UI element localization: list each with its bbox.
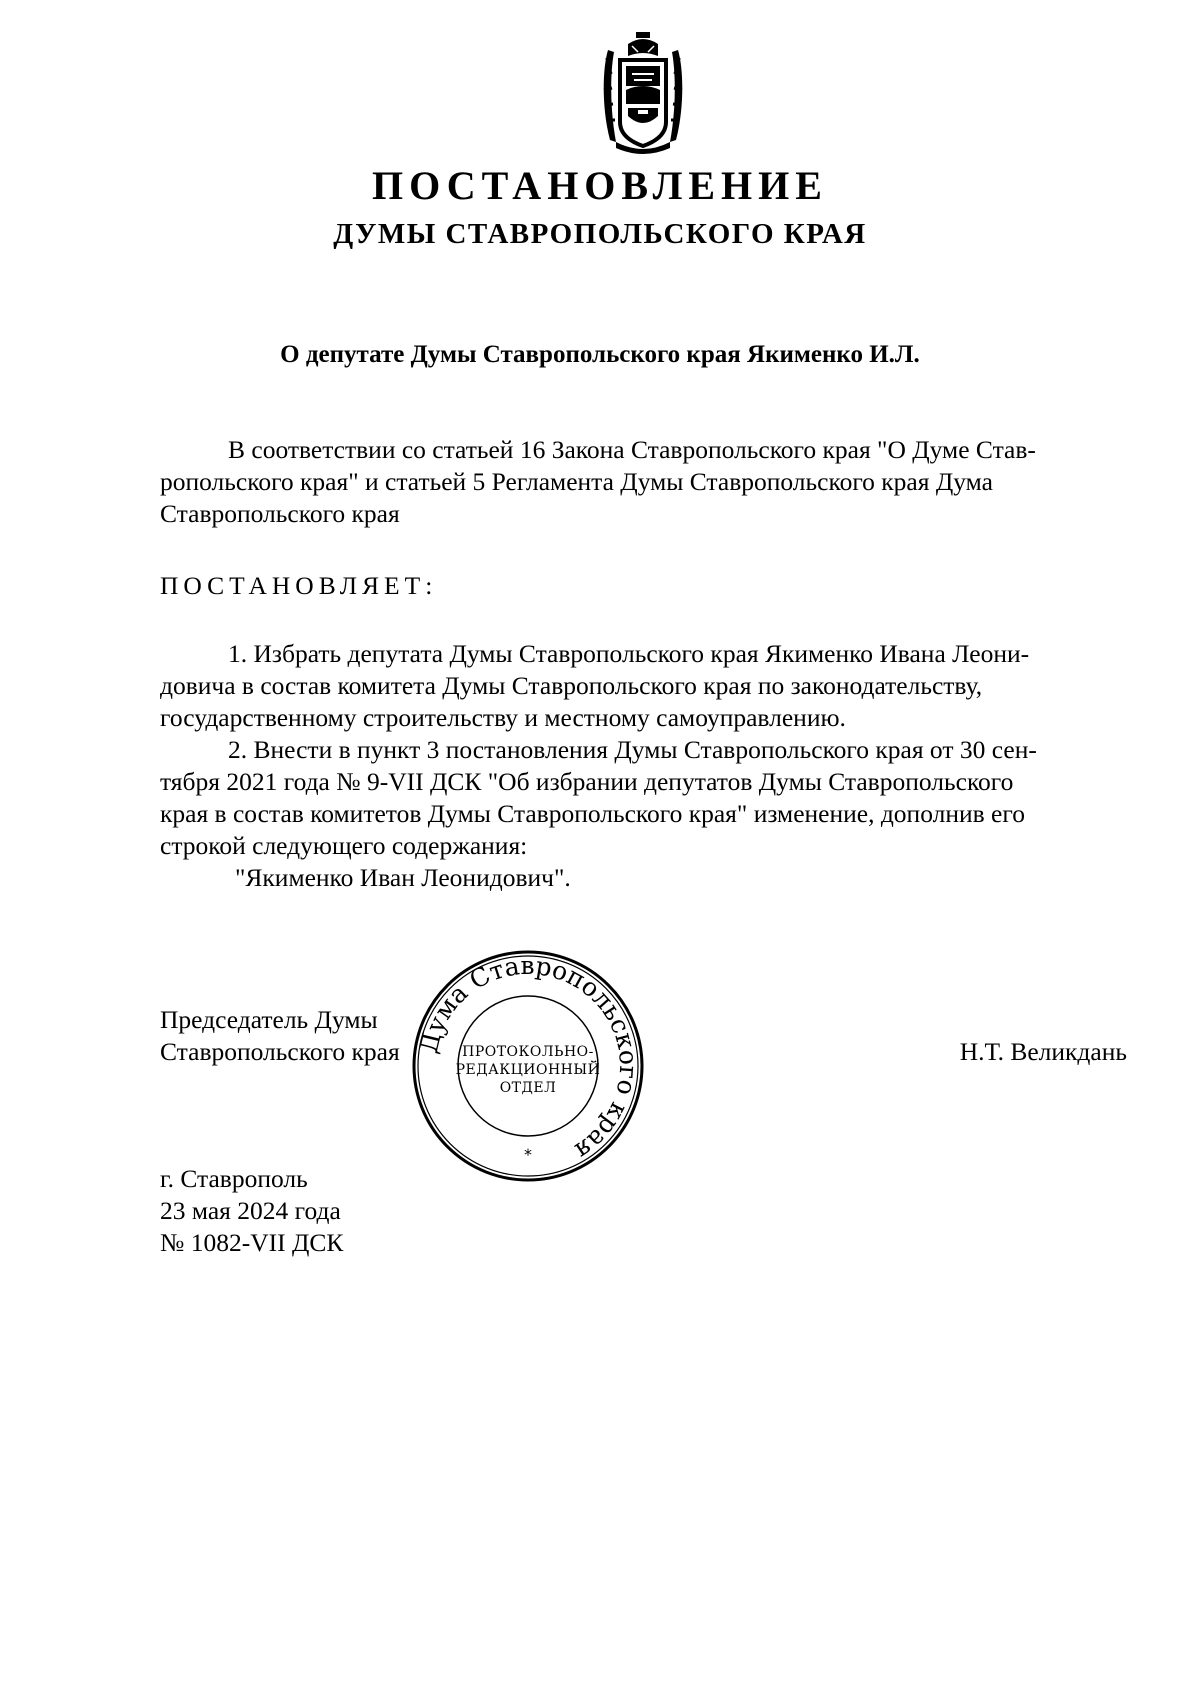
- preamble-line: ропольского края" и статьей 5 Регламента Думы Ставропольского края Дума: [160, 467, 993, 496]
- item-line: 1. Избрать депутата Думы Ставропольского края Якименко Ивана Леони-: [228, 639, 1030, 668]
- signer-position-line: Председатель Думы: [160, 1005, 378, 1034]
- star-icon: *: [524, 1145, 532, 1164]
- document-number: № 1082-VII ДСК: [160, 1228, 344, 1257]
- item-1: [160, 638, 1137, 734]
- document-footer: [160, 1163, 343, 1259]
- stamp-outer-text: Дума Ставропольского края: [413, 950, 644, 1166]
- document-subtitle: ДУМЫ СТАВРОПОЛЬСКОГО КРАЯ: [333, 218, 867, 250]
- document-subject: О депутате Думы Ставропольского края Якименко И.Л.: [280, 341, 920, 368]
- stamp-center-line: ПРОТОКОЛЬНО-: [462, 1044, 594, 1060]
- resolution-items: [160, 638, 1137, 894]
- official-stamp: [410, 948, 646, 1184]
- signer-position: [160, 1004, 400, 1068]
- item-line: государственному строительству и местному самоуправлению.: [160, 703, 846, 732]
- document-title: ПОСТАНОВЛЕНИЕ: [372, 163, 828, 208]
- stavropol-coat-of-arms-icon: [598, 30, 688, 160]
- item-line: края в состав комитетов Думы Ставропольского края" изменение, дополнив его: [160, 799, 1025, 828]
- stamp-center-line: ОТДЕЛ: [499, 1080, 557, 1096]
- stamp-center-line: РЕДАКЦИОННЫЙ: [455, 1062, 601, 1078]
- signer-name: Н.Т. Великдань: [959, 1037, 1127, 1066]
- item-line: строкой следующего содержания:: [160, 831, 528, 860]
- item-line: довича в состав комитета Думы Ставропольского края по законодательству,: [160, 671, 983, 700]
- item-2: [160, 734, 1137, 894]
- preamble-line: В соответствии со статьей 16 Закона Ставропольского края "О Думе Став-: [228, 435, 1036, 464]
- item-line: 2. Внести в пункт 3 постановления Думы Ставропольского края от 30 сен-: [228, 735, 1037, 764]
- preamble-line: Ставропольского края: [160, 499, 400, 528]
- signer-position-line: Ставропольского края: [160, 1037, 400, 1066]
- document-date: 23 мая 2024 года: [160, 1196, 341, 1225]
- resolves-heading: ПОСТАНОВЛЯЕТ:: [160, 571, 438, 600]
- item-line: тября 2021 года № 9-VII ДСК "Об избрании депутатов Думы Ставропольского: [160, 767, 1014, 796]
- document-city: г. Ставрополь: [160, 1164, 308, 1193]
- preamble-paragraph: [160, 434, 1137, 530]
- quoted-name: "Якименко Иван Леонидович".: [235, 863, 571, 892]
